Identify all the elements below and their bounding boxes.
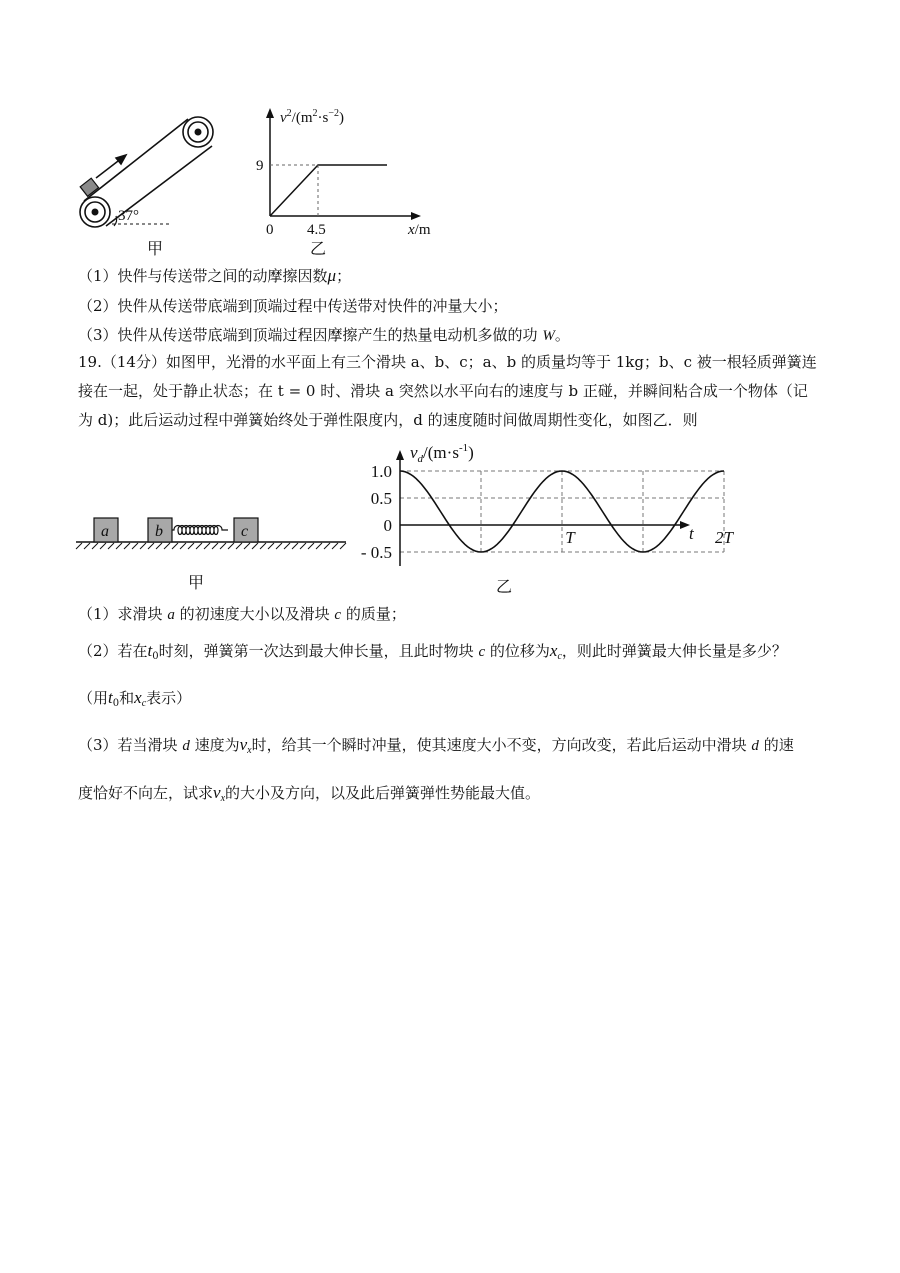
chart-x-label: t	[689, 524, 694, 543]
q18-part3: （3）快件从传送带底端到顶端过程因摩擦产生的热量电动机多做的功 W。	[78, 326, 570, 344]
v-squared-x-graph	[250, 104, 450, 244]
q19-part2-note: （用$t_0$和$x_c$表示）	[78, 688, 192, 709]
y-axis-arrow-icon	[396, 450, 404, 460]
block-b-label: b	[155, 523, 163, 540]
x-tick-4-5: 4.5	[307, 222, 326, 238]
q19-stem-line1: 19.（14分）如图甲，光滑的水平面上有三个滑块 a、b、c；a、b 的质量均等于 1kg；b、c 被一根轻质弹簧连	[78, 353, 817, 371]
y-tick-9: 9	[256, 158, 264, 174]
figure-caption-yi-1: 乙	[310, 239, 327, 258]
figure-caption-jia-1: 甲	[147, 239, 164, 258]
ground-hatching	[76, 543, 346, 549]
y-tick-label-0: 1.0	[370, 462, 392, 481]
q18-part2: （2）快件从传送带底端到顶端过程中传送带对快件的冲量大小；	[78, 297, 508, 315]
q19-stem-line2: 接在一起，处于静止状态；在 t = 0 时、滑块 a 突然以水平向右的速度与 b 正碰，并瞬间粘合成一个物体（记	[78, 382, 808, 400]
q19-part2: （2）若在$t_0$时刻，弹簧第一次达到最大伸长量，且此时物块 c 的位移为$x_c$，则此时弹簧最大伸长量是多少？	[78, 641, 787, 662]
y-tick-label-1: 0.5	[370, 489, 392, 508]
figure-caption-jia-2: 甲	[188, 573, 205, 592]
vd-t-chart	[356, 436, 733, 576]
origin-label: 0	[266, 222, 274, 238]
x-tick-label-2T: 2T	[715, 528, 733, 547]
block-a-label: a	[101, 523, 109, 540]
chart-y-label: $v_d/(m\cdot s^{-1})$	[410, 442, 474, 465]
y-tick-label-3: - 0.5	[360, 543, 392, 562]
q19-part3: （3）若当滑块 d 速度为$v_x$时，给其一个瞬时冲量，使其速度大小不变，方向改变，若此后运动中滑块 d 的速	[78, 735, 794, 756]
x-tick-label-T: T	[565, 528, 575, 547]
y-axis-label: $v^2/(m^2\cdot s^{-2})$	[280, 108, 344, 126]
y-tick-label-2: 0	[383, 516, 392, 535]
q19-stem-line3: 为 d)；此后运动过程中弹簧始终处于弹性限度内，d 的速度随时间做周期性变化，如图乙．则	[78, 411, 698, 429]
blocks-spring-figure	[74, 500, 354, 560]
angle-label: 37°	[118, 208, 139, 224]
block-c-label: c	[241, 523, 249, 540]
q19-part3-cont: 度恰好不向左，试求$v_x$的大小及方向，以及此后弹簧弹性势能最大值。	[78, 783, 541, 804]
series-line	[400, 471, 724, 552]
x-axis-label: x/m	[408, 222, 431, 238]
q19-part1: （1）求滑块 a 的初速度大小以及滑块 c 的质量；	[78, 605, 406, 623]
spring-coil	[172, 526, 228, 535]
figure-caption-yi-2: 乙	[496, 577, 513, 596]
motion-arrow-icon	[96, 155, 126, 178]
q18-part1: （1）快件与传送带之间的动摩擦因数μ；	[78, 266, 352, 285]
parcel-block	[80, 178, 98, 196]
